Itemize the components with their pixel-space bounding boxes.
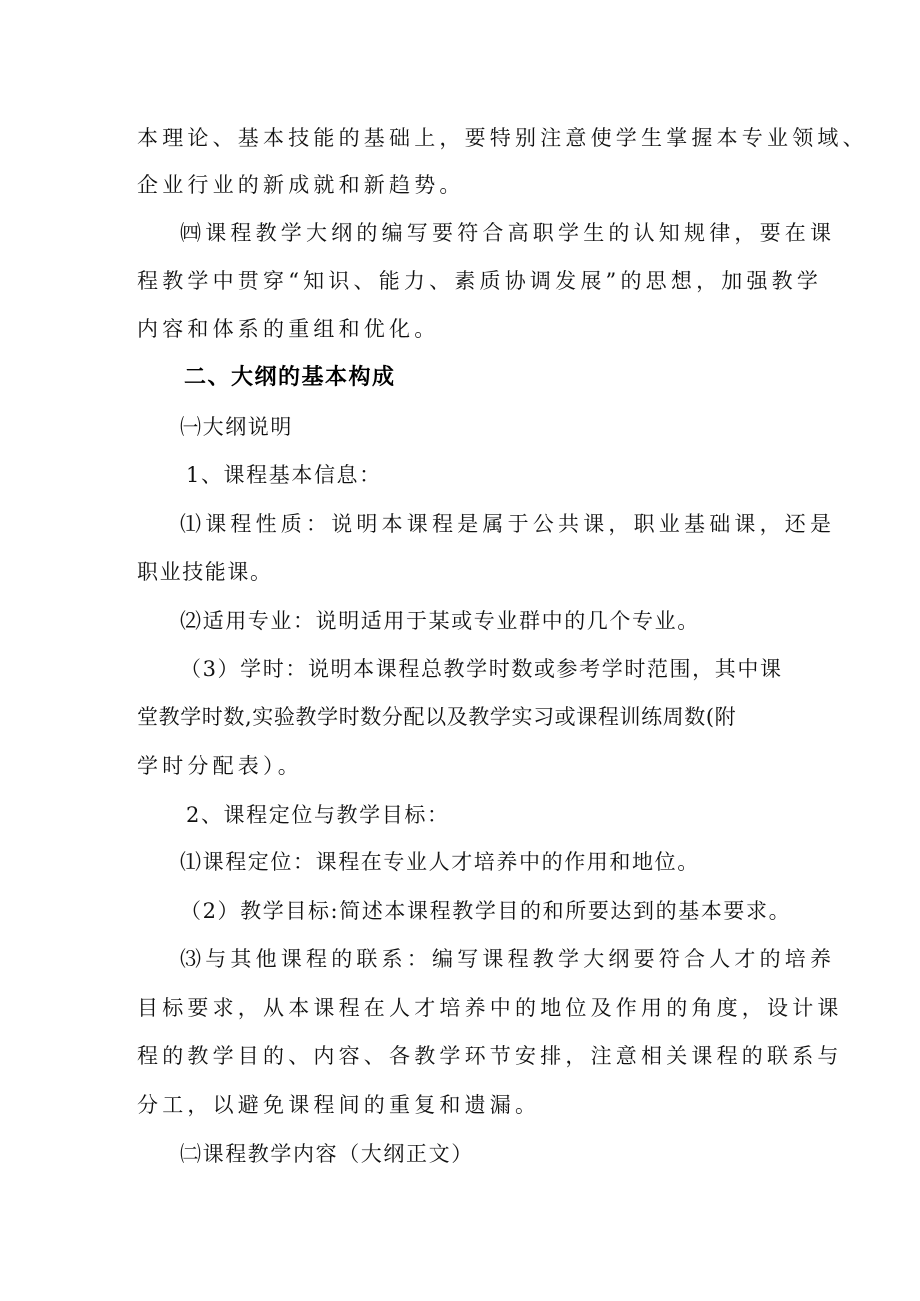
paragraph-line: 分工，以避免课程间的重复和遗漏。 (137, 1093, 541, 1117)
paragraph-line: 程的教学目的、内容、各教学环节安排，注意相关课程的联系与 (137, 1044, 843, 1068)
paragraph-line: ⑴课程性质：说明本课程是属于公共课，职业基础课，还是 (180, 512, 836, 536)
paragraph-line: 堂教学时数,实验教学时数分配以及教学实习或课程训练周数(附 (137, 705, 737, 729)
paragraph-line: ⑴课程定位：课程在专业人才培养中的作用和地位。 (180, 850, 700, 874)
paragraph-line: ⑵适用专业：说明适用于某或专业群中的几个专业。 (180, 609, 700, 633)
section-heading: 二、大纲的基本构成 (184, 365, 396, 390)
paragraph-line: 企业行业的新成就和新趋势。 (137, 173, 465, 197)
paragraph-line: 职业技能课。 (137, 560, 273, 584)
paragraph-line: 目标要求，从本课程在人才培养中的地位及作用的角度，设计课 (137, 996, 843, 1020)
paragraph-line: （2）教学目标:简述本课程教学目的和所要达到的基本要求。 (180, 899, 792, 923)
paragraph-line: ㈣课程教学大纲的编写要符合高职学生的认知规律，要在课 (180, 221, 836, 245)
numbered-item: 1、课程基本信息： (186, 463, 382, 487)
subsection-heading: ㈡课程教学内容（大纲正文） (180, 1142, 474, 1166)
paragraph-line: 程教学中贯穿“知识、能力、素质协调发展”的思想，加强教学 (137, 269, 823, 293)
paragraph-line: 内容和体系的重组和优化。 (137, 317, 440, 341)
paragraph-line: （3）学时：说明本课程总教学时数或参考学时范围，其中课 (180, 657, 783, 681)
subsection-heading: ㈠大纲说明 (180, 415, 293, 439)
paragraph-line: ⑶与其他课程的联系：编写课程教学大纲要符合人才的培养 (180, 947, 836, 971)
paragraph-line: 本理论、基本技能的基础上，要特别注意使学生掌握本专业领域、 (137, 126, 868, 150)
numbered-item: 2、课程定位与教学目标： (186, 803, 450, 827)
paragraph-line: 学时分配表）。 (137, 754, 303, 778)
